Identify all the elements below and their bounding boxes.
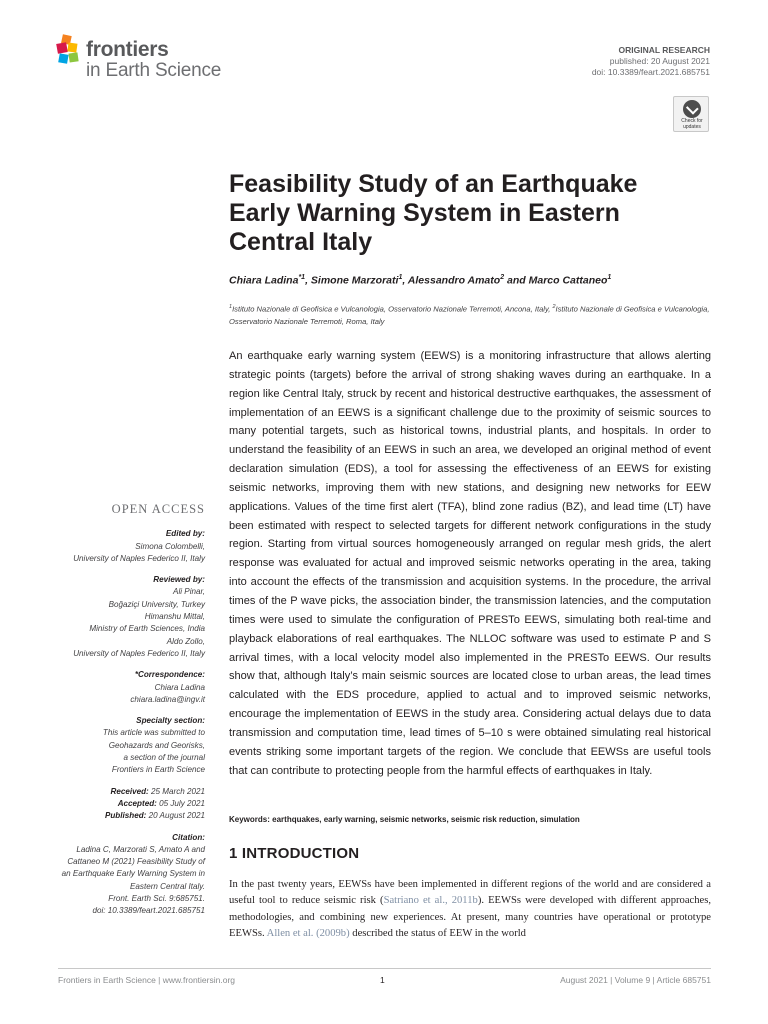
received-date: 25 March 2021 — [151, 786, 205, 796]
reviewer-line: Himanshu Mittal, — [144, 612, 205, 622]
citation-line: Eastern Central Italy. — [130, 881, 205, 891]
specialty-line: Frontiers in Earth Science — [111, 765, 205, 775]
article-meta — [592, 45, 710, 78]
journal-name: frontiers — [86, 38, 169, 61]
edited-by-block — [25, 528, 205, 565]
affiliations — [229, 301, 711, 328]
abstract: An earthquake early warning system (EEWS) is a monitoring infrastructure that allows alerting strategic points (targets) before the arrival of strong shaking waves during an earthquake. In a region like Central Italy, struck by recent and historical destructive earthquakes, the assessment of implementation of an EEWS is a significant challenge due to the proximity of seismic sources to many potential targets, such as historical towns, industrial plants, and hospitals. In order to understand the feasibility of an EEWS in such an area, we developed an original method of event declaration simulation (EDS), a tool for assessing the effectiveness of an EEWS for existing seismic networks, improving them with new stations, and designing new networks for EEW applications. Values of the time first alert (TFA), blind zone radius (BZ), and lead time (LT) have been estimated with respect to selected targets for different network configurations in the study region. Starting from virtual sources homogeneously arranged on regular mesh grids, the alert response was evaluated for actual and improved seismic networks operating in the area, taking into account the effects of the transmission and acquisition systems. In the procedure, the arrival times of the P wave picks, the association binder, the transmission latencies, and the computation times were used to simulate the configuration of PRESTo EEWS, simulating both real-time and playback elaborations of real earthquakes. The NLLOC software was used to estimate P and S arrival times, with a local velocity model also implemented in the PRESTo EEWS. Our results show that, although Italy’s main seismic sources are located close to urban areas, the lead times calculated with the EDS procedure, applied to actual and to improved seismic networks, encourage the implementation of EEWS in the study area. Considering actual delays due to data transmission and computation time, lead times of 5–10 s were obtained simulating real historical events striking some important targets of the region. We conclude that EEWSs are useful tools that can contribute to protecting people from the harmful effects of earthquakes in Italy. — [229, 350, 711, 777]
reviewer-line: University of Naples Federico II, Italy — [73, 648, 205, 658]
section-heading: 1 INTRODUCTION — [229, 845, 360, 862]
author-name[interactable]: Marco Cattaneo — [528, 274, 608, 287]
citation-link[interactable]: Satriano et al., 2011b — [383, 895, 478, 907]
affiliation-number: 1 — [229, 304, 233, 310]
citation-line: Front. Earth Sci. 9:685751. — [108, 894, 205, 904]
footer-divider — [58, 968, 711, 969]
accepted-date: 05 July 2021 — [159, 798, 205, 808]
author-separator: , — [305, 274, 311, 287]
citation-label: Citation: — [172, 832, 205, 842]
specialty-line: This article was submitted to — [102, 728, 205, 738]
author-separator: and — [504, 274, 529, 287]
journal-subname: in Earth Science — [86, 60, 222, 81]
reviewer-line: Boğaziçi University, Turkey — [108, 599, 205, 609]
sidebar — [25, 503, 205, 927]
received-label: Received: — [110, 786, 149, 796]
article-title: Feasibility Study of an Earthquake Early Warning System in Eastern Central Italy — [229, 170, 638, 256]
keywords-text: earthquakes, early warning, seismic networks, seismic risk reduction, simulation — [272, 815, 580, 824]
correspondence-block — [25, 669, 205, 706]
citation-line: Cattaneo M (2021) Feasibility Study of — [67, 857, 205, 867]
citation-link[interactable]: Allen et al. (2009b) — [266, 927, 350, 939]
specialty-line: Geohazards and Georisks, — [108, 740, 205, 750]
affiliation-text: Istituto Nazionale di Geofisica e Vulcanologia, Osservatorio Nazionale Terremoti, Ancona, Italy, — [232, 304, 553, 314]
citation-block — [25, 832, 205, 918]
author-affiliation-mark: *1 — [298, 274, 306, 281]
reviewer-line: Ministry of Earth Sciences, India — [89, 624, 205, 634]
published-date-sidebar: 20 August 2021 — [148, 811, 205, 821]
check-updates-line1: Check for — [681, 118, 703, 124]
check-for-updates-badge[interactable] — [673, 96, 709, 132]
footer-issue-info: August 2021 | Volume 9 | Article 685751 — [560, 975, 711, 985]
specialty-line: a section of the journal — [123, 753, 205, 763]
dates-block — [25, 786, 205, 823]
journal-logo — [56, 34, 226, 84]
reviewer-line: Ali Pinar, — [173, 587, 205, 597]
page-number: 1 — [380, 975, 385, 985]
author-name[interactable]: Alessandro Amato — [407, 274, 501, 287]
editor-name: Simona Colombelli, — [135, 541, 205, 551]
intro-text: ). EEWSs were developed with different approaches, methodologies, and combining new experiences. At present, many countries have operational or prototype EEWSs. — [229, 895, 711, 939]
keywords — [229, 815, 711, 824]
check-updates-line2: updates — [683, 123, 701, 130]
author-name[interactable]: Simone Marzorati — [310, 274, 399, 287]
footer-journal-link[interactable]: Frontiers in Earth Science | www.frontiersin.org — [58, 975, 235, 985]
affiliation-number: 2 — [552, 304, 556, 310]
correspondence-email[interactable]: chiara.ladina@ingv.it — [130, 694, 205, 704]
article-type: ORIGINAL RESEARCH — [618, 45, 710, 55]
open-access-label: OPEN ACCESS — [111, 502, 205, 516]
specialty-label: Specialty section: — [136, 716, 205, 726]
intro-paragraph — [229, 877, 711, 942]
published-label: Published: — [104, 811, 147, 821]
article-doi[interactable]: doi: 10.3389/feart.2021.685751 — [591, 67, 710, 77]
citation-line: Ladina C, Marzorati S, Amato A and — [76, 844, 205, 854]
editor-affiliation: University of Naples Federico II, Italy — [73, 553, 205, 563]
author-separator: , — [402, 274, 408, 287]
intro-text: In the past twenty years, EEWSs have been implemented in different regions of the world and are considered a useful tool to reduce seismic risk ( — [229, 879, 711, 907]
author-affiliation-mark: 2 — [500, 274, 505, 281]
check-icon — [683, 100, 701, 118]
correspondence-name: Chiara Ladina — [154, 682, 205, 692]
keywords-label: Keywords: — [229, 815, 270, 824]
author-affiliation-mark: 1 — [398, 274, 403, 281]
specialty-block — [25, 715, 205, 776]
correspondence-label: *Correspondence: — [134, 670, 205, 680]
author-affiliation-mark: 1 — [607, 274, 612, 281]
frontiers-logo-icon — [56, 34, 86, 66]
citation-line: an Earthquake Early Warning System in — [61, 869, 205, 879]
affiliation-text: Istituto Nazionale di Geofisica e Vulcanologia, Osservatorio Nazionale Terremoti, Roma, Italy — [229, 304, 710, 326]
accepted-label: Accepted: — [117, 798, 157, 808]
author-name[interactable]: Chiara Ladina — [229, 274, 299, 287]
published-date: published: 20 August 2021 — [609, 56, 710, 66]
edited-by-label: Edited by: — [165, 529, 205, 539]
reviewer-line: Aldo Zollo, — [166, 636, 205, 646]
reviewed-by-block — [25, 574, 205, 660]
reviewed-by-label: Reviewed by: — [153, 575, 205, 585]
intro-text: described the status of EEW in the world — [349, 927, 526, 939]
author-list — [229, 274, 709, 287]
citation-line[interactable]: doi: 10.3389/feart.2021.685751 — [92, 906, 205, 916]
